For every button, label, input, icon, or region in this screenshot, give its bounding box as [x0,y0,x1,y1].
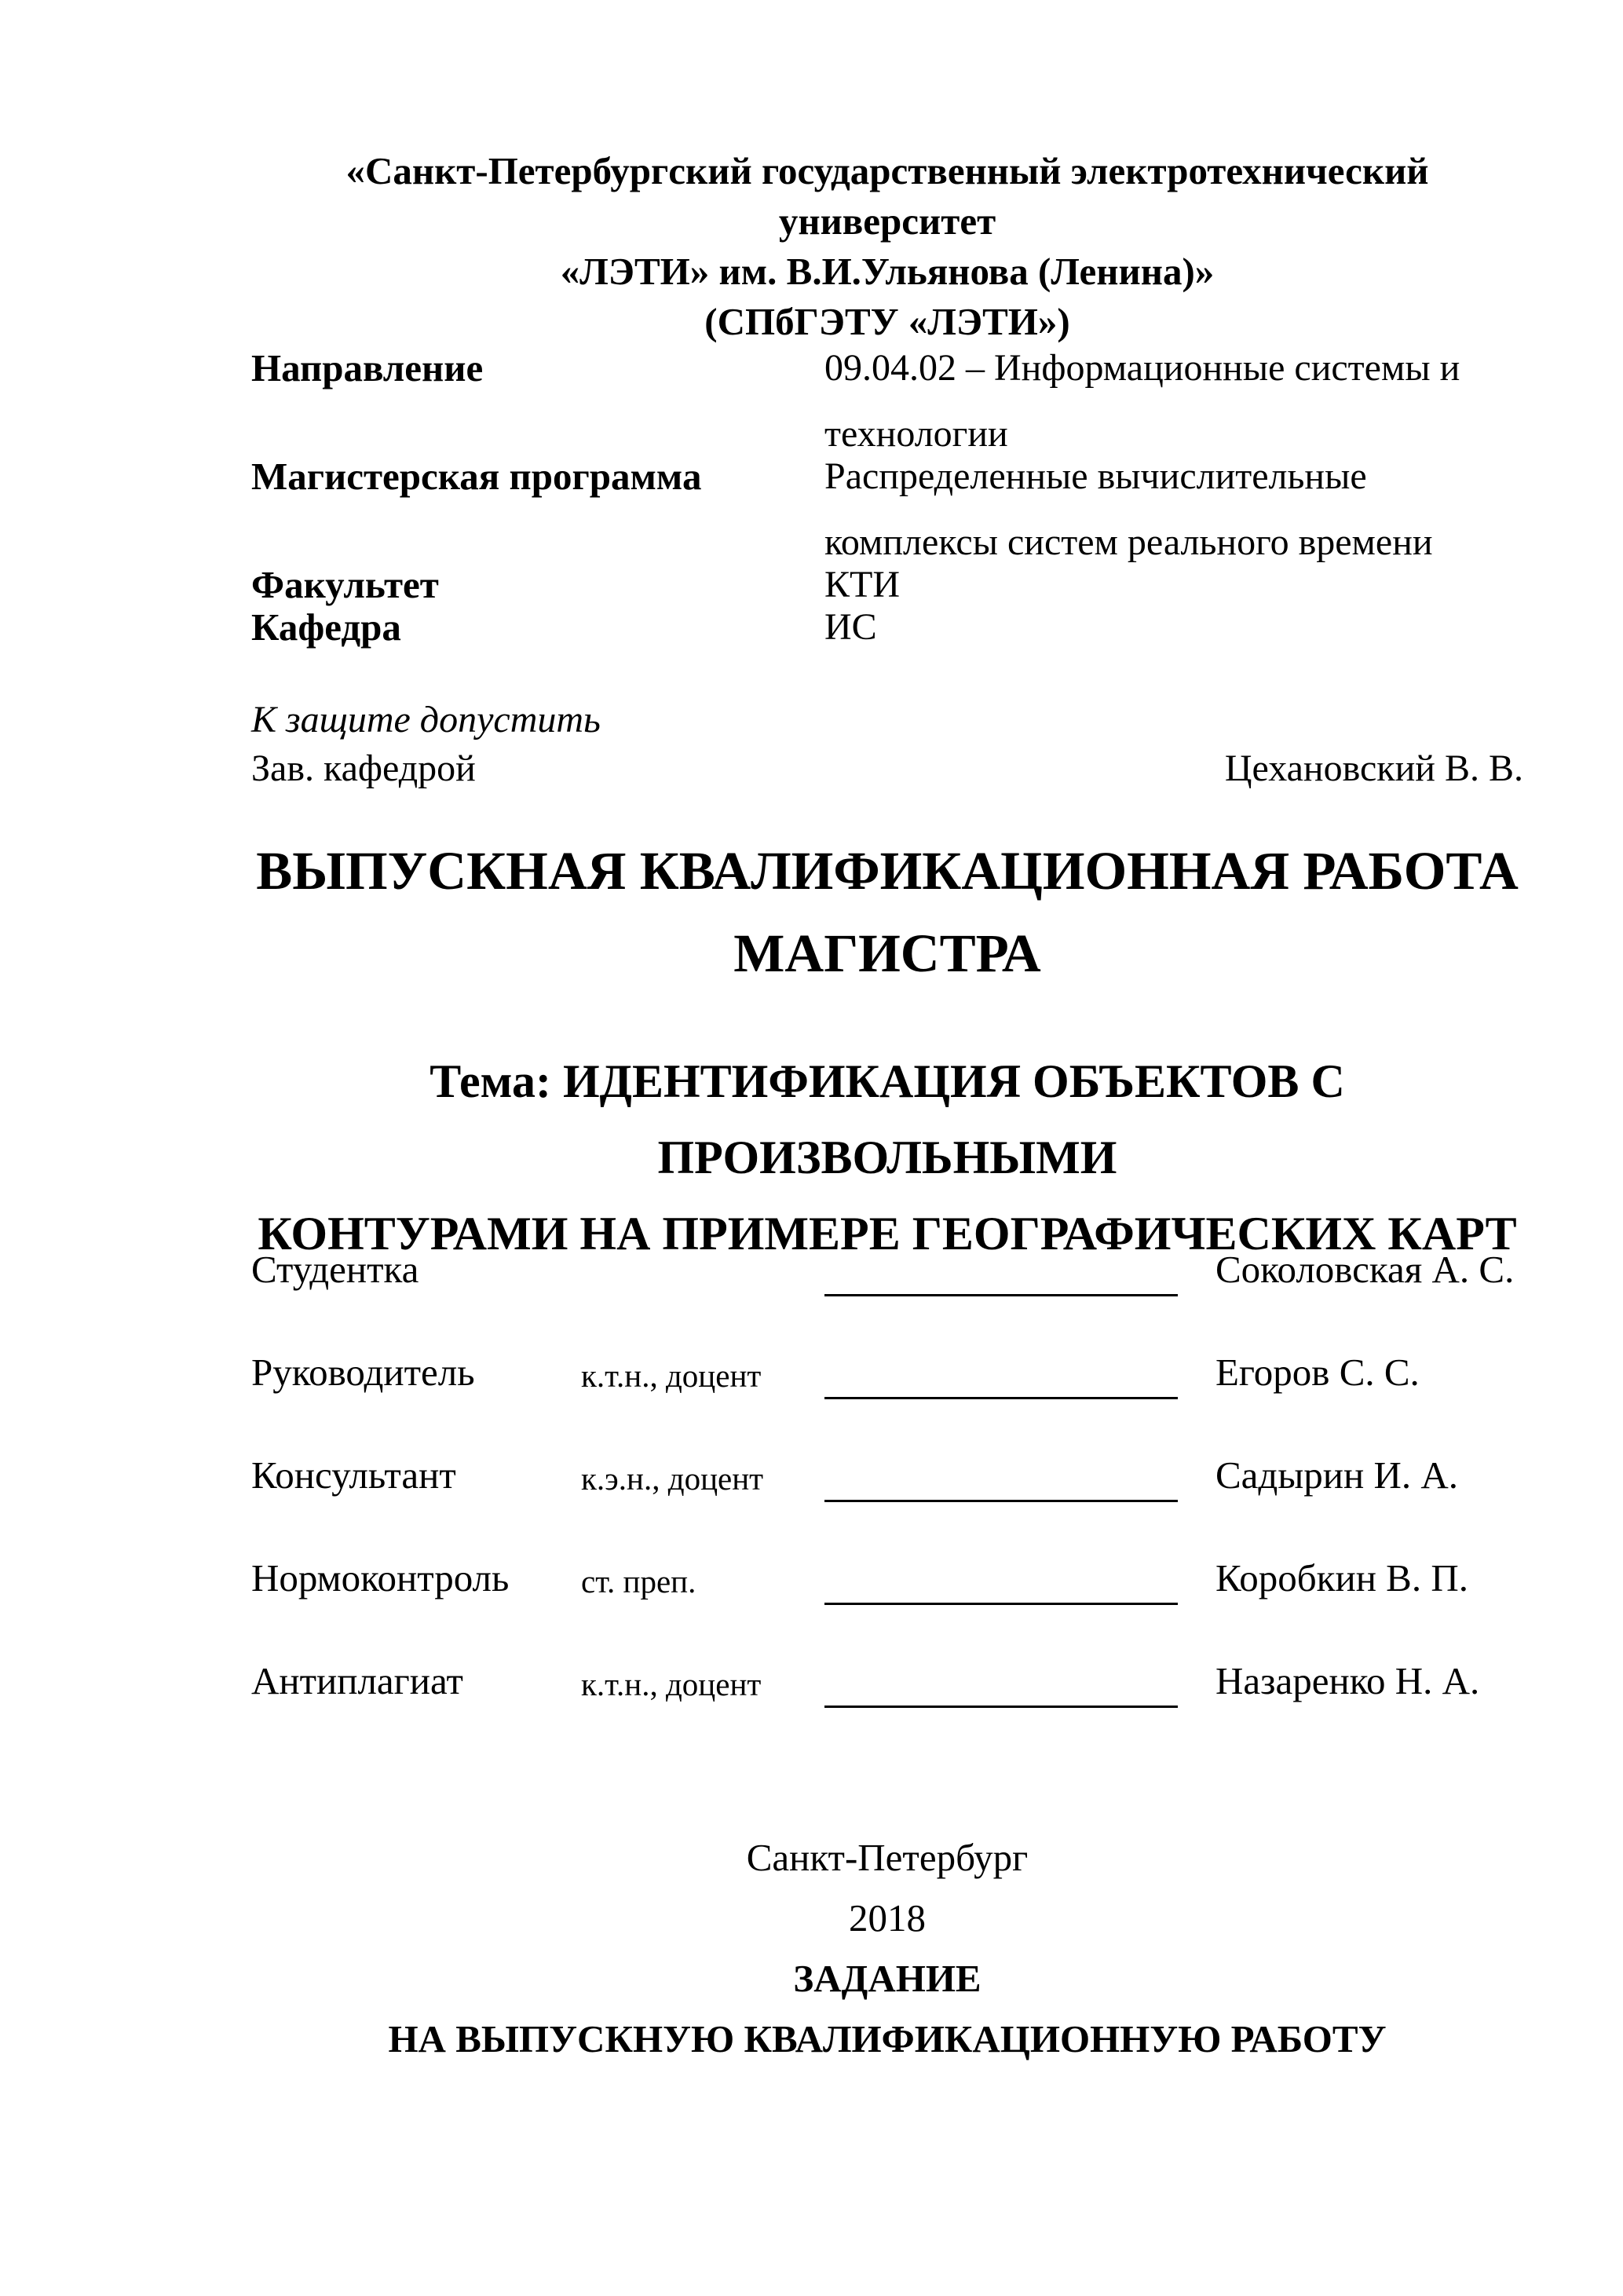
university-name-line1: «Санкт-Петербургский государственный электротехнический университет [345,149,1429,243]
signature-name: Садырин И. А. [1215,1453,1459,1497]
signature-name: Назаренко Н. А. [1215,1659,1480,1702]
signature-role: Руководитель [251,1351,475,1394]
university-header [251,146,1523,347]
signature-row-antiplagiarism [251,1658,1523,1761]
signature-line [824,1563,1178,1605]
department-head-name: Цехановский В. В. [1224,748,1523,789]
signature-role: Студентка [251,1248,419,1291]
page-title-line1: ВЫПУСКНАЯ КВАЛИФИКАЦИОННАЯ РАБОТА [256,841,1519,901]
program-info-table [251,335,1523,660]
signature-row-consultant [251,1453,1523,1556]
master-program-label: Магистерская программа [251,455,702,498]
signature-role: Антиплагиат [251,1659,463,1702]
signature-row-student [251,1247,1523,1350]
direction-value: 09.04.02 – Информационные системы и технологии [824,347,1460,455]
thesis-topic [251,1044,1523,1272]
signature-qualification: к.т.н., доцент [581,1358,762,1394]
university-abbreviation: (СПбГЭТУ «ЛЭТИ») [704,300,1070,343]
thesis-topic-line2: КОНТУРАМИ НА ПРИМЕРЕ ГЕОГРАФИЧЕСКИХ КАРТ [258,1208,1517,1260]
task-heading-line1: ЗАДАНИЕ [793,1957,981,2000]
department-head-row [251,744,1523,793]
signature-role: Нормоконтроль [251,1556,510,1600]
signature-role: Консультант [251,1453,456,1497]
signature-line [824,1255,1178,1296]
department-label: Кафедра [251,605,401,649]
faculty-label: Факультет [251,563,439,606]
signature-row-norm-control [251,1556,1523,1658]
signature-qualification: к.э.н., доцент [581,1461,764,1497]
signature-list [251,1247,1523,1761]
city-line: Санкт-Петербург [746,1836,1029,1879]
master-program-value: Распределенные вычислительные комплексы систем реального времени [824,455,1433,563]
signature-name: Коробкин В. П. [1215,1556,1468,1600]
signature-qualification: ст. преп. [581,1563,696,1600]
page-footer [251,1827,1523,2069]
admit-to-defense-line: К защите допустить [251,699,601,740]
signature-line [824,1358,1178,1399]
page-title [251,830,1523,995]
signature-line [824,1461,1178,1502]
approval-block [251,696,1523,793]
university-name-line2: «ЛЭТИ» им. В.И.Ульянова (Ленина)» [560,250,1215,293]
department-value: ИС [824,606,877,648]
thesis-topic-line1: Тема: ИДЕНТИФИКАЦИЯ ОБЪЕКТОВ С ПРОИЗВОЛЬНЫМИ [430,1055,1345,1183]
signature-name: Соколовская А. С. [1215,1248,1515,1291]
info-row-department [251,594,1523,660]
page-title-line2: МАГИСТРА [733,923,1041,983]
department-head-label: Зав. кафедрой [251,748,476,789]
direction-label: Направление [251,346,484,389]
signature-line [824,1666,1178,1708]
signature-qualification: к.т.н., доцент [581,1666,762,1702]
faculty-value: КТИ [824,564,900,605]
year-line: 2018 [849,1896,926,1940]
signature-row-supervisor [251,1350,1523,1453]
task-heading-line2: НА ВЫПУСКНУЮ КВАЛИФИКАЦИОННУЮ РАБОТУ [388,2017,1387,2060]
signature-name: Егоров С. С. [1215,1351,1420,1394]
